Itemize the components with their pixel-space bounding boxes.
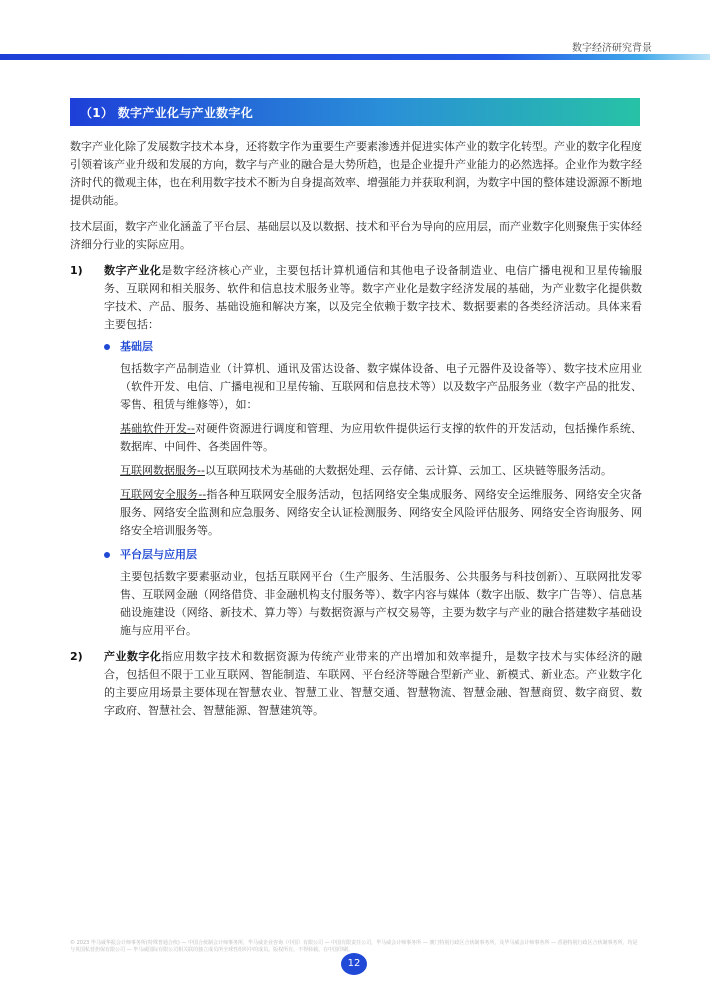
bullet-heading: 基础层 <box>120 340 153 353</box>
list-number: 1) <box>70 264 83 277</box>
bullet-platform-layer <box>104 546 642 564</box>
term-description: 是数字经济核心产业，主要包括计算机通信和其他电子设备制造业、电信广播电视和卫星传输服务、互联网和相关服务、软件和信息技术服务业等。数字产业化是数字经济发展的基础，为产业数字化提供数字技术、产品、服务、基础设施和解决方案，以及完全依赖于数字技术、数据要素的各类经济活动。具体来看主要包括： <box>104 264 643 331</box>
bullet-heading: 平台层与应用层 <box>120 548 197 561</box>
footer-legal-notice: © 2023 毕马威华振会计师事务所(特殊普通合伙) — 中国合伙制会计师事务所，毕马威企业咨询（中国）有限公司 — 中国有限责任公司，毕马威会计师事务所 — 澳门特别行政区合伙制事务所，及毕马威会计师事务所 — 香港特别行政区合伙制事务所，均是与英国私营担保有限公司 — 毕马威国际有限公司相关联的独立成员所全球性组织中的成员。版权所有，不得转载。在中国印刷。 <box>70 940 638 953</box>
bullet-basic-layer <box>104 338 642 356</box>
term: 数字产业化 <box>104 264 162 277</box>
example-basic-software <box>120 420 642 456</box>
example-text: 对硬件资源进行调度和管理、为应用软件提供运行支撑的软件的开发活动，包括操作系统、数据库、中间件、各类固件等。 <box>120 422 642 453</box>
page-number-badge: 12 <box>341 953 367 975</box>
basic-layer-body <box>104 360 642 540</box>
bullet-dot-icon <box>104 552 110 558</box>
example-term: 互联网数据服务-- <box>120 464 205 477</box>
list-item-industrial-digitalization <box>70 648 642 720</box>
section-title: （1） 数字产业化与产业数字化 <box>80 105 254 120</box>
intro-paragraph-2: 技术层面，数字产业化涵盖了平台层、基础层以及以数据、技术和平台为导向的应用层，而产业数字化则聚焦于实体经济细分行业的实际应用。 <box>70 220 642 251</box>
section-banner <box>70 98 640 126</box>
list-item-digital-industrialization <box>70 262 642 640</box>
example-internet-security <box>120 486 642 540</box>
main-content <box>70 138 642 728</box>
list-number: 2) <box>70 650 83 663</box>
platform-layer-description: 主要包括数字要素驱动业，包括互联网平台（生产服务、生活服务、公共服务与科技创新）、互联网批发零售、互联网金融（网络借贷、非金融机构支付服务等）、数字内容与媒体（数字出版、数字广告等）、信息基础设施建设（网络、新技术、算力等）与数据资源与产权交易等，主要为数字与产业的融合搭建数字基础设施与应用平台。 <box>120 570 642 637</box>
list-item-text <box>104 648 642 720</box>
list-item-text <box>104 262 642 334</box>
example-text: 指各种互联网安全服务活动，包括网络安全集成服务、网络安全运维服务、网络安全灾备服务、网络安全监测和应急服务、网络安全认证检测服务、网络安全风险评估服务、网络安全咨询服务、网络安全培训服务等。 <box>120 488 642 537</box>
intro-paragraph-1: 数字产业化除了发展数字技术本身，还将数字作为重要生产要素渗透并促进实体产业的数字化转型。产业的数字化程度引领着该产业升级和发展的方向，数字与产业的融合是大势所趋，也是企业提升产业能力的必然选择。企业作为数字经济时代的微观主体，也在利用数字技术不断为自身提高效率、增强能力并获取利润，为数字中国的整体建设源源不断地提供动能。 <box>70 140 642 207</box>
example-term: 基础软件开发-- <box>120 422 195 435</box>
term-description: 指应用数字技术和数据资源为传统产业带来的产出增加和效率提升，是数字技术与实体经济的融合，包括但不限于工业互联网、智能制造、车联网、平台经济等融合型新产业、新模式、新业态。产业数字化的主要应用场景主要体现在智慧农业、智慧工业、智慧交通、智慧物流、智慧金融、智慧商贸、数字商贸、数字政府、智慧社会、智慧能源、智慧建筑等。 <box>104 650 643 717</box>
basic-layer-description: 包括数字产品制造业（计算机、通讯及雷达设备、数字媒体设备、电子元器件及设备等）、数字技术应用业（软件开发、电信、广播电视和卫星传输、互联网和信息技术等）以及数字产品服务业（数字产品的批发、零售、租赁与维修等），如： <box>120 362 642 411</box>
platform-layer-body <box>104 568 642 640</box>
header-accent-bar <box>0 54 710 60</box>
example-term: 互联网安全服务-- <box>120 488 207 501</box>
term: 产业数字化 <box>104 650 162 663</box>
example-text: 以互联网技术为基础的大数据处理、云存储、云计算、云加工、区块链等服务活动。 <box>204 464 612 477</box>
bullet-dot-icon <box>104 344 110 350</box>
example-internet-data <box>120 462 642 480</box>
header-section-label: 数字经济研究背景 <box>572 43 652 54</box>
